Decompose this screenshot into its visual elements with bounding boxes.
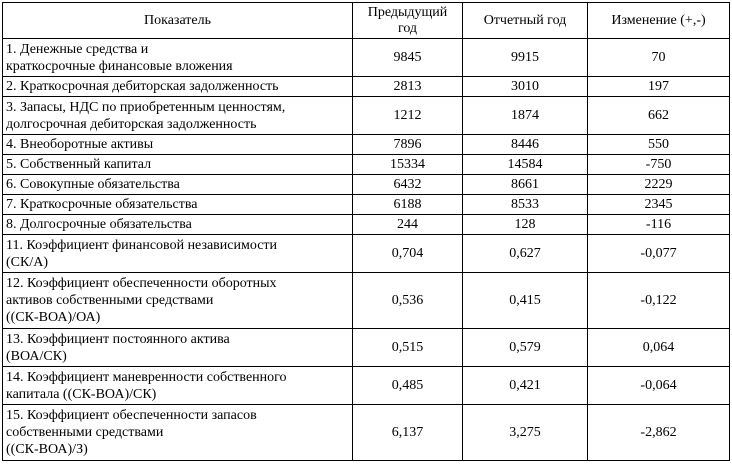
table-row [3, 273, 730, 329]
indicator-cell: 4. Внеоборотные активы [3, 135, 353, 155]
change-value: 550 [588, 135, 730, 155]
header-previous-year: Предыдущий год [353, 3, 463, 39]
change-value: 70 [588, 39, 730, 77]
header-change: Изменение (+,-) [588, 3, 730, 39]
change-value: -0,064 [588, 367, 730, 405]
reporting-year-value: 8661 [463, 175, 588, 195]
reporting-year-value: 3,275 [463, 405, 588, 461]
table-row [3, 215, 730, 235]
previous-year-value: 6,137 [353, 405, 463, 461]
reporting-year-value: 0,415 [463, 273, 588, 329]
previous-year-value: 0,485 [353, 367, 463, 405]
table-row [3, 405, 730, 461]
table-row [3, 367, 730, 405]
change-value: -2,862 [588, 405, 730, 461]
indicator-cell: 12. Коэффициент обеспеченности оборотных активов собственными средствами ((СК-ВОА)/ОА) [3, 273, 353, 329]
change-value: -0,122 [588, 273, 730, 329]
reporting-year-value: 8533 [463, 195, 588, 215]
change-value: 2229 [588, 175, 730, 195]
table-row [3, 235, 730, 273]
table-row [3, 97, 730, 135]
table-row [3, 135, 730, 155]
reporting-year-value: 9915 [463, 39, 588, 77]
table-row [3, 175, 730, 195]
table-row [3, 195, 730, 215]
previous-year-value: 9845 [353, 39, 463, 77]
indicator-cell: 3. Запасы, НДС по приобретенным ценностям, долгосрочная дебиторская задолженность [3, 97, 353, 135]
previous-year-value: 6188 [353, 195, 463, 215]
reporting-year-value: 0,421 [463, 367, 588, 405]
change-value: -0,077 [588, 235, 730, 273]
table-row [3, 329, 730, 367]
previous-year-value: 244 [353, 215, 463, 235]
change-value: 2345 [588, 195, 730, 215]
change-value: 197 [588, 77, 730, 97]
header-row [3, 3, 730, 39]
change-value: -750 [588, 155, 730, 175]
previous-year-value: 2813 [353, 77, 463, 97]
change-value: 662 [588, 97, 730, 135]
indicator-cell: 13. Коэффициент постоянного актива (ВОА/СК) [3, 329, 353, 367]
previous-year-value: 7896 [353, 135, 463, 155]
previous-year-value: 6432 [353, 175, 463, 195]
financial-indicators-table [2, 2, 730, 461]
header-indicator: Показатель [3, 3, 353, 39]
indicator-cell: 1. Денежные средства и краткосрочные финансовые вложения [3, 39, 353, 77]
indicator-cell: 2. Краткосрочная дебиторская задолженность [3, 77, 353, 97]
indicator-cell: 6. Совокупные обязательства [3, 175, 353, 195]
reporting-year-value: 128 [463, 215, 588, 235]
indicator-cell: 5. Собственный капитал [3, 155, 353, 175]
reporting-year-value: 3010 [463, 77, 588, 97]
reporting-year-value: 0,579 [463, 329, 588, 367]
table-row [3, 77, 730, 97]
indicator-cell: 15. Коэффициент обеспеченности запасов собственными средствами ((СК-ВОА)/З) [3, 405, 353, 461]
indicator-cell: 11. Коэффициент финансовой независимости (СК/А) [3, 235, 353, 273]
table-row [3, 155, 730, 175]
table-row [3, 39, 730, 77]
indicator-cell: 7. Краткосрочные обязательства [3, 195, 353, 215]
header-reporting-year: Отчетный год [463, 3, 588, 39]
reporting-year-value: 8446 [463, 135, 588, 155]
previous-year-value: 0,515 [353, 329, 463, 367]
previous-year-value: 0,536 [353, 273, 463, 329]
indicator-cell: 8. Долгосрочные обязательства [3, 215, 353, 235]
change-value: -116 [588, 215, 730, 235]
previous-year-value: 0,704 [353, 235, 463, 273]
reporting-year-value: 14584 [463, 155, 588, 175]
change-value: 0,064 [588, 329, 730, 367]
previous-year-value: 15334 [353, 155, 463, 175]
indicator-cell: 14. Коэффициент маневренности собственного капитала ((СК-ВОА)/СК) [3, 367, 353, 405]
previous-year-value: 1212 [353, 97, 463, 135]
reporting-year-value: 0,627 [463, 235, 588, 273]
reporting-year-value: 1874 [463, 97, 588, 135]
